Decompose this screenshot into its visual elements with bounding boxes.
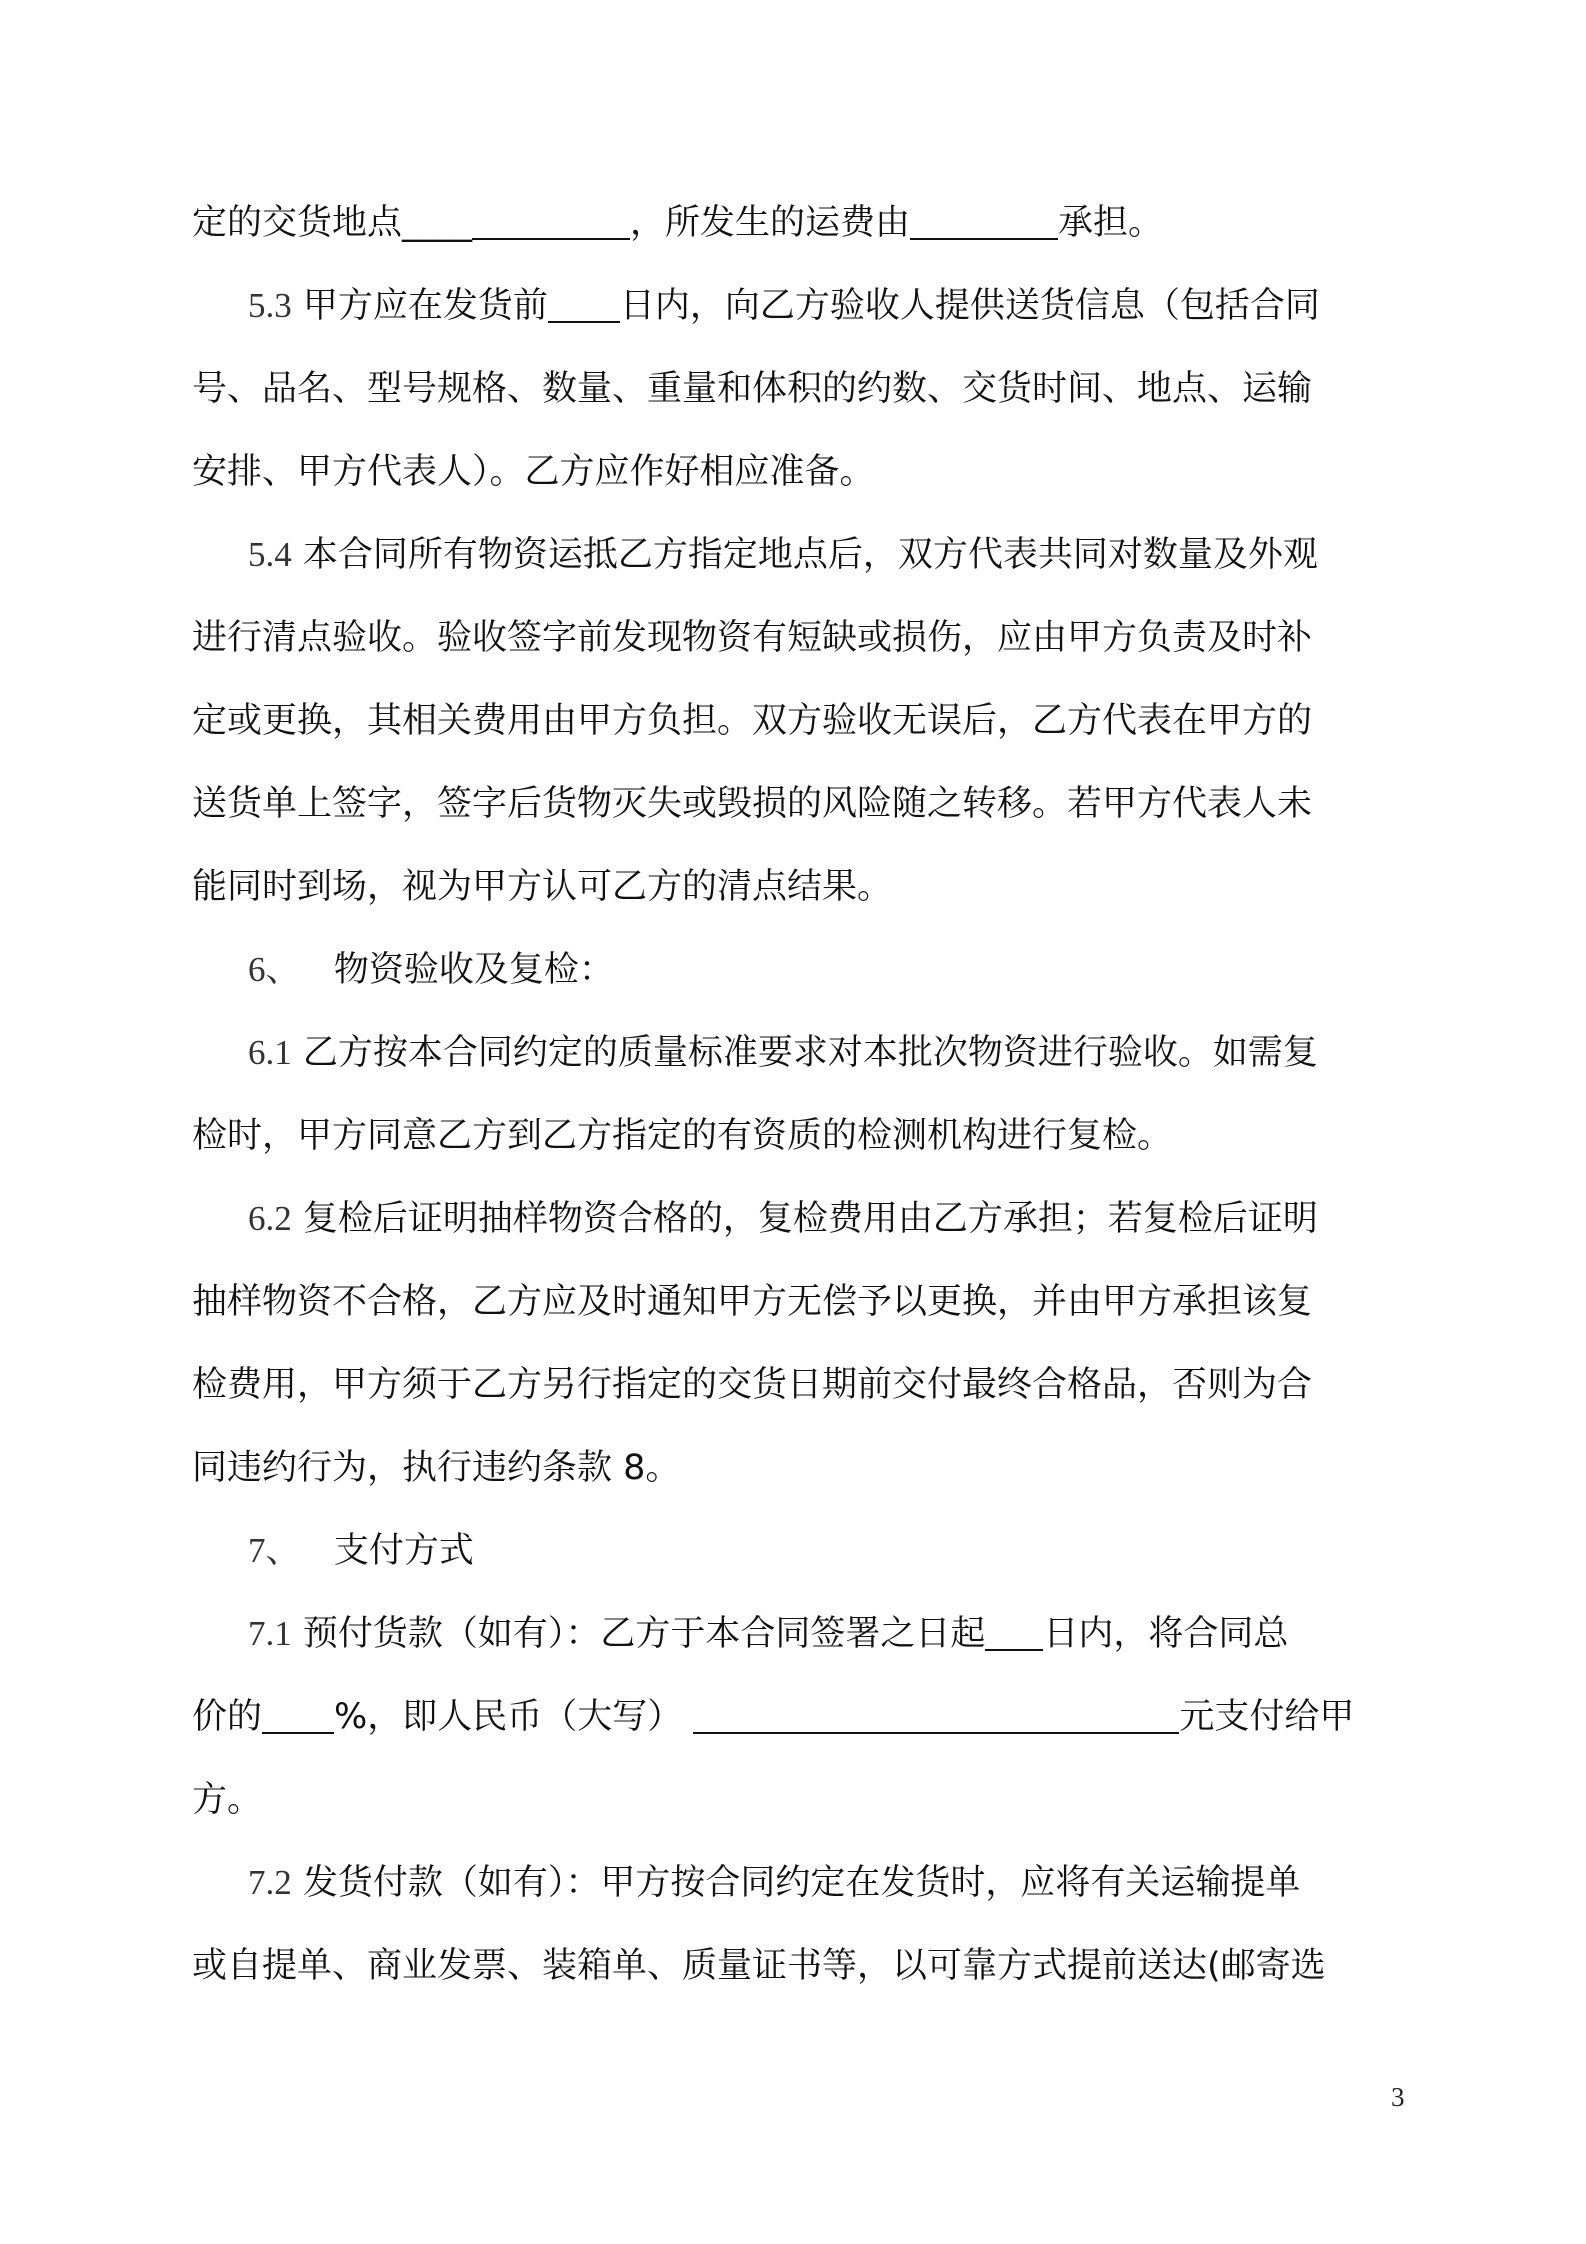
text-segment: 检时，甲方同意乙方到乙方指定的有资质的检测机构进行复检。 [192, 1116, 1173, 1156]
section-heading [248, 945, 614, 995]
text-segment: 送货单上签字，签字后货物灭失或毁损的风险随之转移。若甲方代表人未 [192, 784, 1313, 824]
text-segment: 甲方应在发货前 [302, 286, 548, 326]
text-segment: 日内，将合同总 [1043, 1614, 1289, 1654]
page-number: 3 [1391, 2082, 1405, 2112]
text-line [192, 1111, 1172, 1161]
text-line [192, 198, 1163, 248]
text-line [248, 1858, 1300, 1908]
text-segment: %，即人民币（大写） [334, 1697, 683, 1737]
text-line [192, 1941, 1326, 1991]
text-segment: 定的交货地点____ [192, 203, 473, 243]
text-line [192, 613, 1312, 663]
blank-field [472, 206, 630, 240]
text-line [192, 447, 875, 497]
blank-field [548, 289, 620, 323]
text-segment: 或自提单、商业发票、装箱单、质量证书等，以可靠方式提前送达(邮寄选 [192, 1946, 1326, 1986]
text-segment: 复检后证明抽样物资合格的，复检费用由乙方承担；若复检后证明 [302, 1199, 1318, 1239]
text-segment: 检费用，甲方须于乙方另行指定的交货日期前交付最终合格品，否则为合 [192, 1365, 1313, 1405]
text-line [192, 1277, 1312, 1327]
text-line [192, 1775, 262, 1825]
clause-number: 5.4 [248, 535, 292, 574]
text-segment: 进行清点验收。验收签字前发现物资有短缺或损伤，应由甲方负责及时补 [192, 618, 1313, 658]
blank-field [910, 206, 1058, 240]
text-segment: 安排、甲方代表人）。乙方应作好相应准备。 [192, 452, 875, 492]
blank-field [985, 1617, 1043, 1651]
text-segment: 支付方式 [333, 1531, 474, 1571]
clause-number: 6.2 [248, 1199, 292, 1238]
text-line [192, 1692, 1354, 1742]
text-line [248, 1609, 1288, 1659]
clause-number: 7.2 [248, 1863, 292, 1902]
text-segment: 价的 [192, 1697, 263, 1737]
clause-number: 6、 [248, 950, 301, 989]
text-segment: 发货付款（如有）：甲方按合同约定在发货时，应将有关运输提单 [302, 1863, 1301, 1903]
clause-number: 7.1 [248, 1614, 292, 1653]
text-segment: 方。 [192, 1780, 263, 1820]
clause-number: 7、 [248, 1531, 301, 1570]
text-line [192, 779, 1312, 829]
text-segment: 物资验收及复检： [333, 950, 614, 990]
text-segment: 定或更换，其相关费用由甲方负担。双方验收无误后，乙方代表在甲方的 [192, 701, 1313, 741]
text-line [192, 1360, 1312, 1410]
section-heading [248, 1526, 474, 1576]
text-line [192, 364, 1312, 414]
text-line [248, 1194, 1318, 1244]
blank-field [693, 1700, 1179, 1734]
clause-number: 6.1 [248, 1033, 292, 1072]
text-line [248, 1028, 1318, 1078]
text-line [248, 281, 1320, 331]
text-segment: 乙方按本合同约定的质量标准要求对本批次物资进行验收。如需复 [302, 1033, 1318, 1073]
text-line [192, 1443, 680, 1493]
text-segment: 抽样物资不合格，乙方应及时通知甲方无偿予以更换，并由甲方承担该复 [192, 1282, 1313, 1322]
text-segment: 同违约行为，执行违约条款 8。 [192, 1448, 681, 1488]
text-line [248, 530, 1318, 580]
text-segment: 能同时到场，视为甲方认可乙方的清点结果。 [192, 867, 893, 907]
text-segment: 元支付给甲 [1179, 1697, 1355, 1737]
text-segment: 号、品名、型号规格、数量、重量和体积的约数、交货时间、地点、运输 [192, 369, 1313, 409]
text-line [192, 696, 1312, 746]
text-segment: 预付货款（如有）：乙方于本合同签署之日起 [302, 1614, 986, 1654]
text-line [192, 862, 892, 912]
text-segment: 承担。 [1058, 203, 1164, 243]
blank-field [262, 1700, 334, 1734]
clause-number: 5.3 [248, 286, 292, 325]
text-segment: 本合同所有物资运抵乙方指定地点后，双方代表共同对数量及外观 [302, 535, 1318, 575]
text-segment: 日内，向乙方验收人提供送货信息（包括合同 [619, 286, 1320, 326]
text-segment: ，所发生的运费由 [630, 203, 911, 243]
